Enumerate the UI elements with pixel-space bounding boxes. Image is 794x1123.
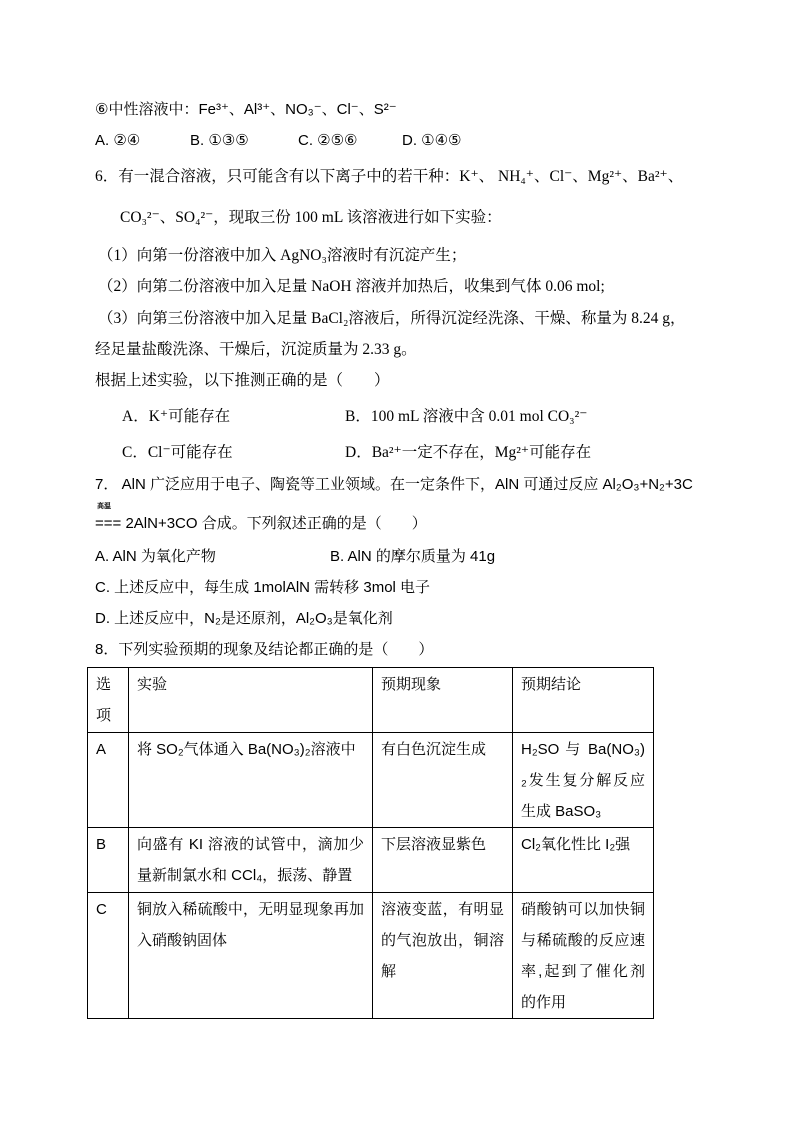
q7-stem-line2: === 2AlN+3CO 合成。下列叙述正确的是（ ） (95, 515, 427, 532)
header-conclusion: 预期结论 (513, 668, 654, 733)
row-experiment: 将 SO₂气体通入 Ba(NO₃)₂溶液中 (129, 733, 373, 828)
q6-step1: （1）向第一份溶液中加入 AgNO₃溶液时有沉淀产生； (98, 247, 467, 264)
q5-item6-text: ⑥中性溶液中：Fe³⁺、Al³⁺、NO₃⁻、Cl⁻、S²⁻ (95, 101, 397, 118)
row-experiment: 向盛有 KI 溶液的试管中，滴加少量新制氯水和 CCl₄，振荡、静置 (129, 828, 373, 893)
table-row (88, 893, 654, 1019)
table-header-row (88, 668, 654, 733)
q8-table (87, 667, 654, 1019)
q7-stem-line1: 7． AlN 广泛应用于电子、陶瓷等工业领域。在一定条件下，AlN 可通过反应 Al₂O₃+N₂+3C (95, 476, 693, 493)
q5-option-c: C. ②⑤⑥ (298, 132, 358, 149)
q6-stem-line1: 6．有一混合溶液，只可能含有以下离子中的若干种：K⁺、 NH₄⁺、Cl⁻、Mg²⁺、Ba²⁺、 (95, 168, 684, 185)
q6-option-a: A．K⁺可能存在 (122, 408, 231, 425)
row-option: A (88, 733, 129, 828)
header-option: 选项 (88, 668, 129, 733)
row-experiment: 铜放入稀硫酸中，无明显现象再加入硝酸钠固体 (129, 893, 373, 1019)
row-option: C (88, 893, 129, 1019)
q7-option-a: A. AlN 为氧化产物 (95, 548, 216, 565)
q6-question: 根据上述实验，以下推测正确的是（ ） (95, 372, 390, 389)
row-conclusion: 硝酸钠可以加快铜与稀硫酸的反应速率,起到了催化剂的作用 (513, 893, 654, 1019)
table-row (88, 828, 654, 893)
q8-stem: 8．下列实验预期的现象及结论都正确的是（ ） (95, 641, 434, 658)
q6-stem-line2: CO₃²⁻、SO₄²⁻，现取三份 100 mL 该溶液进行如下实验： (120, 209, 502, 226)
q6-step2: （2）向第二份溶液中加入足量 NaOH 溶液并加热后，收集到气体 0.06 mol; (98, 278, 605, 295)
q6-step3-line2: 经足量盐酸洗涤、干燥后，沉淀质量为 2.33 g。 (95, 341, 417, 358)
row-phenomenon: 有白色沉淀生成 (373, 733, 513, 828)
header-experiment: 实验 (129, 668, 373, 733)
q6-step3-line1: （3）向第三份溶液中加入足量 BaCl₂溶液后，所得沉淀经洗涤、干燥、称量为 8.24 g， (98, 310, 686, 327)
row-conclusion: Cl₂氧化性比 I₂强 (513, 828, 654, 893)
row-conclusion: H₂SO 与 Ba(NO₃)₂发生复分解反应生成 BaSO₃ (513, 733, 654, 828)
q7-reaction-condition: 高温 (97, 503, 111, 510)
row-phenomenon: 下层溶液显紫色 (373, 828, 513, 893)
q5-option-d: D. ①④⑤ (402, 132, 462, 149)
q5-option-a: A. ②④ (95, 132, 141, 149)
q7-option-c: C. 上述反应中，每生成 1molAlN 需转移 3mol 电子 (95, 579, 431, 596)
table-row (88, 733, 654, 828)
q7-option-d: D. 上述反应中，N₂是还原剂，Al₂O₃是氧化剂 (95, 610, 393, 627)
row-phenomenon: 溶液变蓝，有明显的气泡放出，铜溶解 (373, 893, 513, 1019)
q6-option-b: B．100 mL 溶液中含 0.01 mol CO₃²⁻ (345, 408, 588, 425)
row-option: B (88, 828, 129, 893)
q6-option-d: D．Ba²⁺一定不存在，Mg²⁺可能存在 (345, 444, 592, 461)
q5-option-b: B. ①③⑤ (190, 132, 249, 149)
q6-option-c: C．Cl⁻可能存在 (122, 444, 233, 461)
q7-option-b: B. AlN 的摩尔质量为 41g (330, 548, 496, 565)
header-phenomenon: 预期现象 (373, 668, 513, 733)
